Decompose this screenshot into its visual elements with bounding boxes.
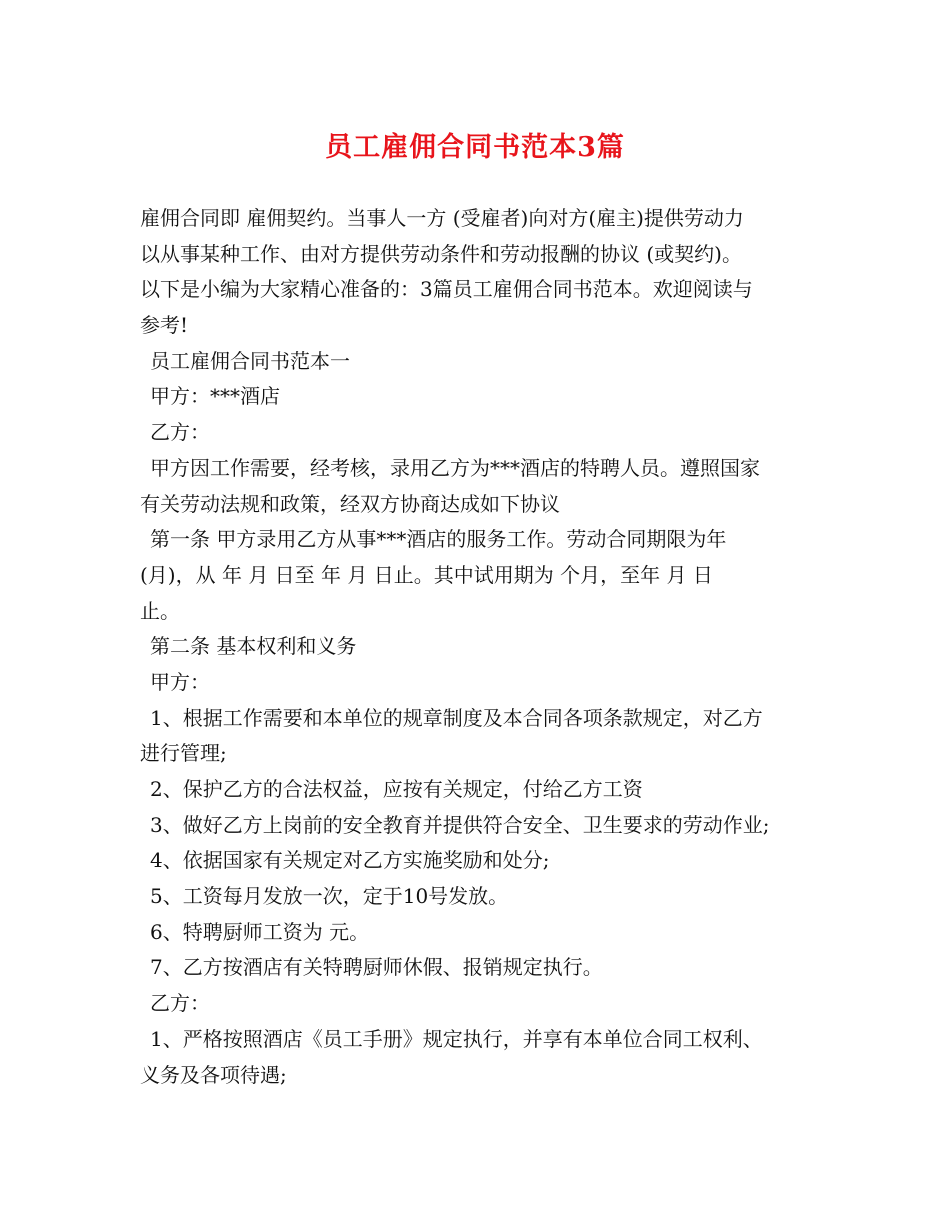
section-heading: 员工雇佣合同书范本一 <box>150 348 350 373</box>
party-a-line: 甲方：***酒店 <box>150 384 280 409</box>
paragraph-line: 参考! <box>140 313 189 338</box>
list-item-continuation: 进行管理; <box>140 741 227 766</box>
party-b-line: 乙方： <box>150 420 210 445</box>
list-item: 4、依据国家有关规定对乙方实施奖励和处分; <box>150 848 550 873</box>
paragraph-line: 以下是小编为大家精心准备的：3篇员工雇佣合同书范本。欢迎阅读与 <box>140 277 753 302</box>
list-item-continuation: 义务及各项待遇; <box>140 1062 287 1087</box>
article-line: 第二条 基本权利和义务 <box>150 634 357 659</box>
list-item: 7、乙方按酒店有关特聘厨师休假、报销规定执行。 <box>150 955 603 980</box>
paragraph-line: 止。 <box>140 598 180 623</box>
paragraph-line: 有关劳动法规和政策，经双方协商达成如下协议 <box>140 491 560 516</box>
paragraph-line: 雇佣合同即 雇佣契约。当事人一方 (受雇者)向对方(雇主)提供劳动力 <box>140 206 744 230</box>
paragraph-line: 以从事某种工作、由对方提供劳动条件和劳动报酬的协议 (或契约)。 <box>140 241 742 266</box>
list-item: 3、做好乙方上岗前的安全教育并提供符合安全、卫生要求的劳动作业; <box>150 812 770 837</box>
list-item: 1、严格按照酒店《员工手册》规定执行，并享有本单位合同工权利、 <box>150 1026 763 1051</box>
list-item: 2、保护乙方的合法权益，应按有关规定，付给乙方工资 <box>150 777 643 801</box>
party-b-label: 乙方： <box>150 991 210 1016</box>
document-title: 员工雇佣合同书范本3篇 <box>325 132 625 163</box>
party-a-label: 甲方： <box>150 669 210 694</box>
article-line: 第一条 甲方录用乙方从事***酒店的服务工作。劳动合同期限为年 <box>150 527 727 552</box>
list-item: 1、根据工作需要和本单位的规章制度及本合同各项条款规定，对乙方 <box>150 705 763 730</box>
document-body <box>140 201 830 1093</box>
paragraph-line: (月)，从 年 月 日至 年 月 日止。其中试用期为 个月，至年 月 日 <box>140 562 713 587</box>
list-item: 6、特聘厨师工资为 元。 <box>150 919 370 944</box>
list-item: 5、工资每月发放一次，定于10号发放。 <box>150 884 509 909</box>
paragraph-line: 甲方因工作需要，经考核，录用乙方为***酒店的特聘人员。遵照国家 <box>150 455 760 480</box>
